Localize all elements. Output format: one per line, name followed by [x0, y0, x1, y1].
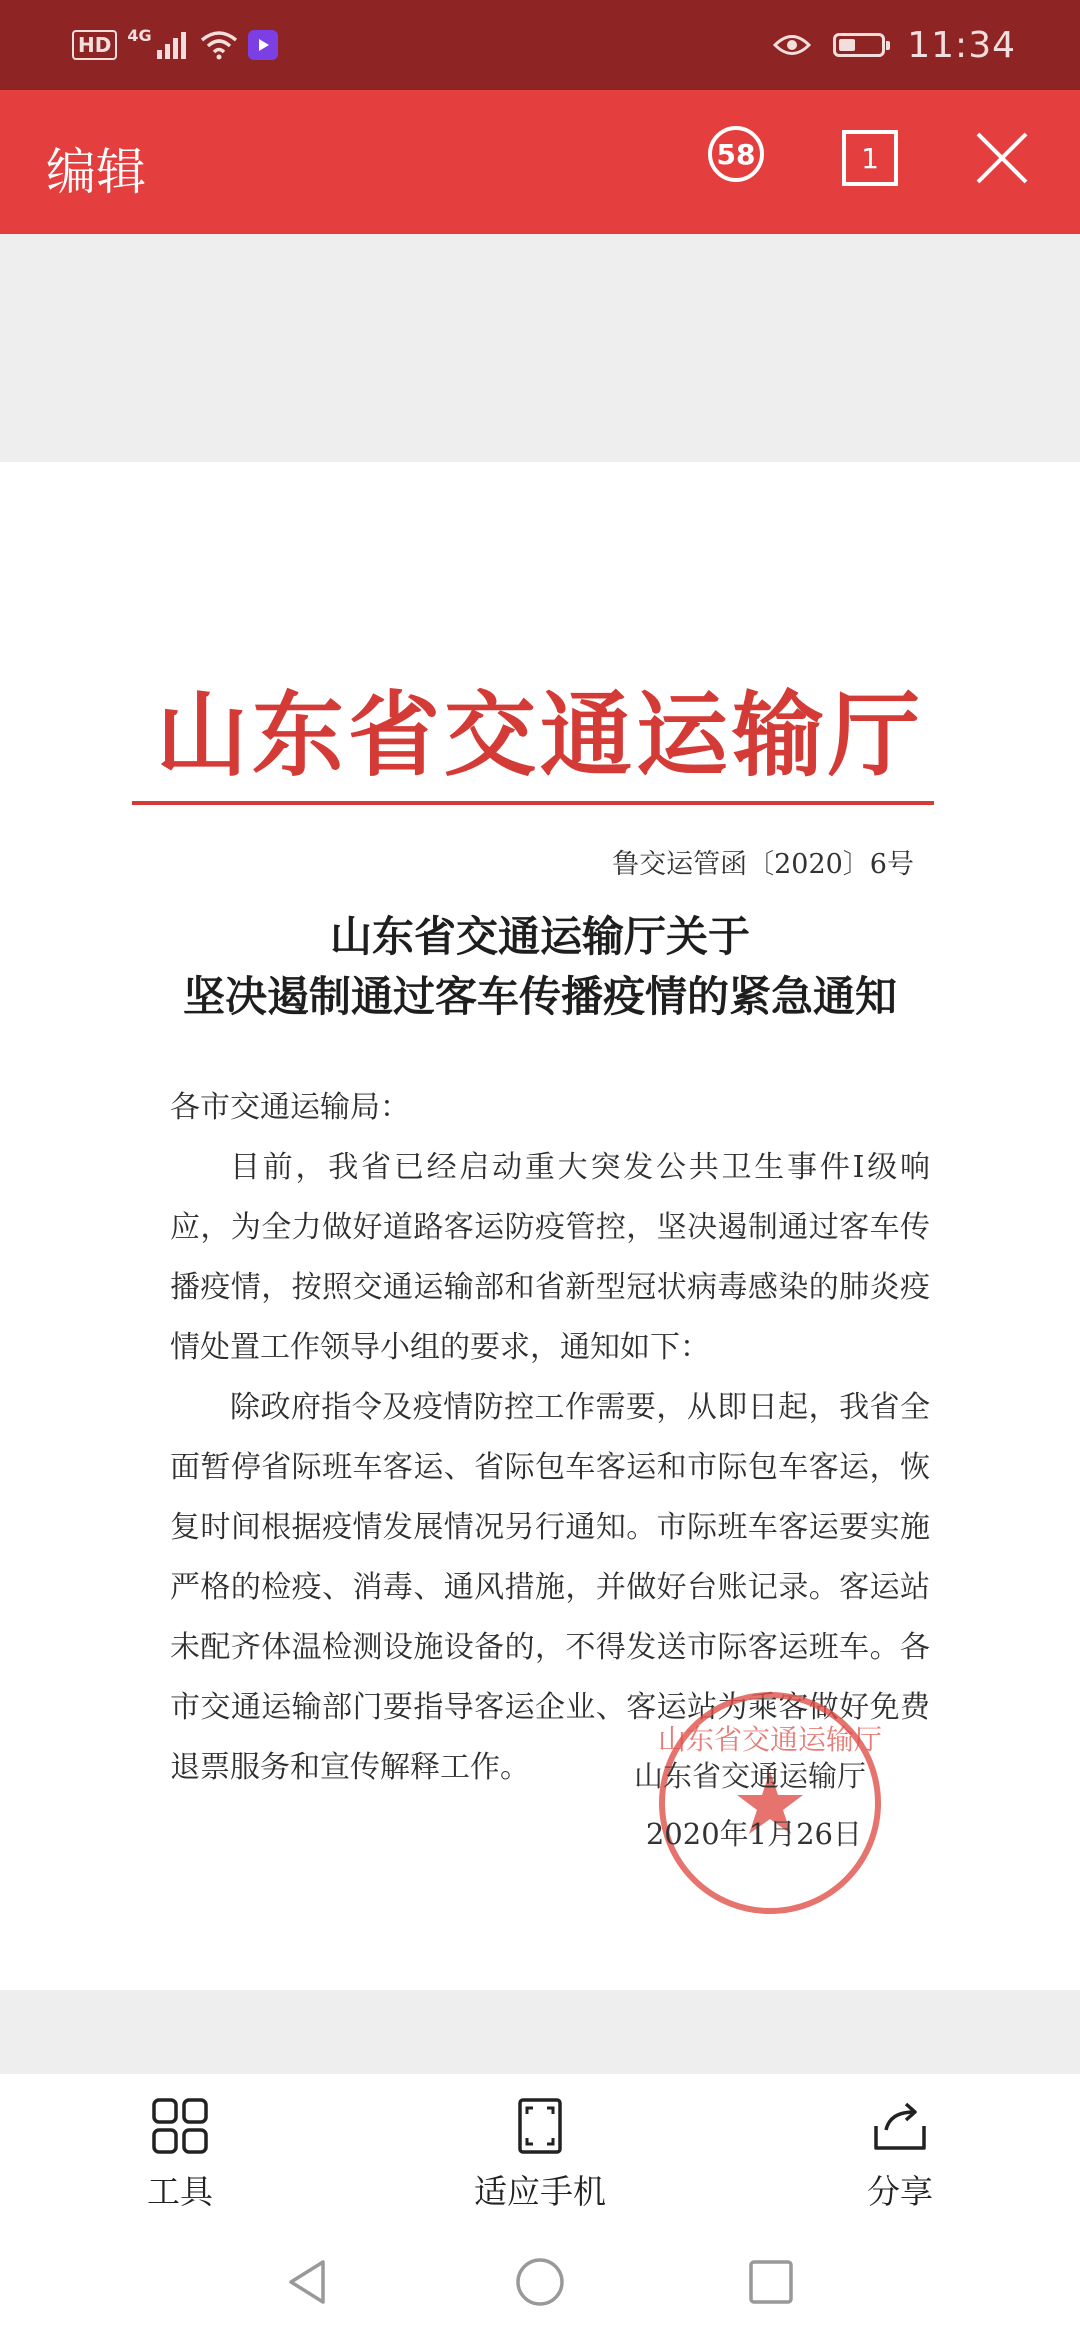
count-badge-label: 58 [716, 137, 756, 171]
tools-button[interactable] [70, 2096, 290, 2213]
document-title-line2: 坚决遏制通过客车传播疫情的紧急通知 [182, 972, 897, 1021]
share-button[interactable] [790, 2096, 1010, 2213]
status-bar [0, 0, 1080, 90]
hd-badge: HD [72, 30, 117, 60]
signature-organization: 山东省交通运输厅 [633, 1759, 866, 1793]
paragraph-2: 除政府指令及疫情防控工作需要，从即日起，我省全面暂停省际班车客运、省际包车客运和市际包车客运，恢复时间根据疫情发展情况另行通知。市际班车客运要实施严格的检疫、消毒、通风措施，并做好台账记录。客运站未配齐体温检测设施设备的，不得发送市际客运班车。各市交通运输部门要指导客运企业、客运站为乘客做好免费退票服务和宣传解释工作。 [170, 1390, 930, 1785]
page-number-label: 1 [861, 141, 879, 175]
wifi-icon [200, 30, 238, 60]
status-left [72, 26, 278, 64]
close-icon[interactable] [970, 126, 1034, 190]
document-page[interactable] [0, 462, 1080, 1990]
signal-icon [156, 30, 190, 60]
edit-button[interactable]: 编辑 [46, 143, 146, 201]
letterhead: 山东省交通运输厅 [155, 681, 924, 789]
grid-icon [150, 2096, 210, 2156]
fit-label: 适应手机 [474, 2172, 606, 2211]
document-title-line1: 山东省交通运输厅关于 [329, 912, 750, 961]
recents-icon[interactable] [745, 2256, 797, 2308]
paragraph-1: 目前，我省已经启动重大突发公共卫生事件Ⅰ级响应，为全力做好道路客运防疫管控，坚决遏制通过客车传播疫情，按照交通运输部和省新型冠状病毒感染的肺炎疫情处置工作领导小组的要求，通知如下： [170, 1150, 930, 1365]
bottom-toolbar [0, 2074, 1080, 2224]
navigation-bar [0, 2224, 1080, 2340]
letterhead-divider [132, 801, 934, 805]
page-icon[interactable] [842, 130, 898, 186]
home-icon[interactable] [514, 2256, 566, 2308]
salutation: 各市交通运输局： [170, 1090, 410, 1125]
status-time: 11:34 [907, 24, 1016, 66]
back-icon[interactable] [283, 2256, 335, 2308]
app-header [0, 90, 1080, 234]
official-seal-icon [654, 1687, 886, 1919]
battery-fill [839, 39, 855, 51]
share-label: 分享 [867, 2172, 933, 2211]
tools-label: 工具 [147, 2172, 213, 2211]
status-right [773, 22, 1016, 68]
app-icon [248, 30, 278, 60]
network-type-label: 4G [127, 26, 152, 45]
seal-text: 山东省交通运输厅 [657, 1723, 883, 1756]
count-badge-icon[interactable] [708, 126, 764, 182]
signature-date: 2020年1月26日 [645, 1817, 862, 1851]
document-number: 鲁交运管函〔2020〕6号 [612, 849, 914, 880]
fit-to-phone-button[interactable] [430, 2096, 650, 2213]
share-icon [870, 2096, 930, 2156]
battery-icon [833, 33, 885, 57]
eye-icon [773, 32, 811, 58]
fit-screen-icon [510, 2096, 570, 2156]
